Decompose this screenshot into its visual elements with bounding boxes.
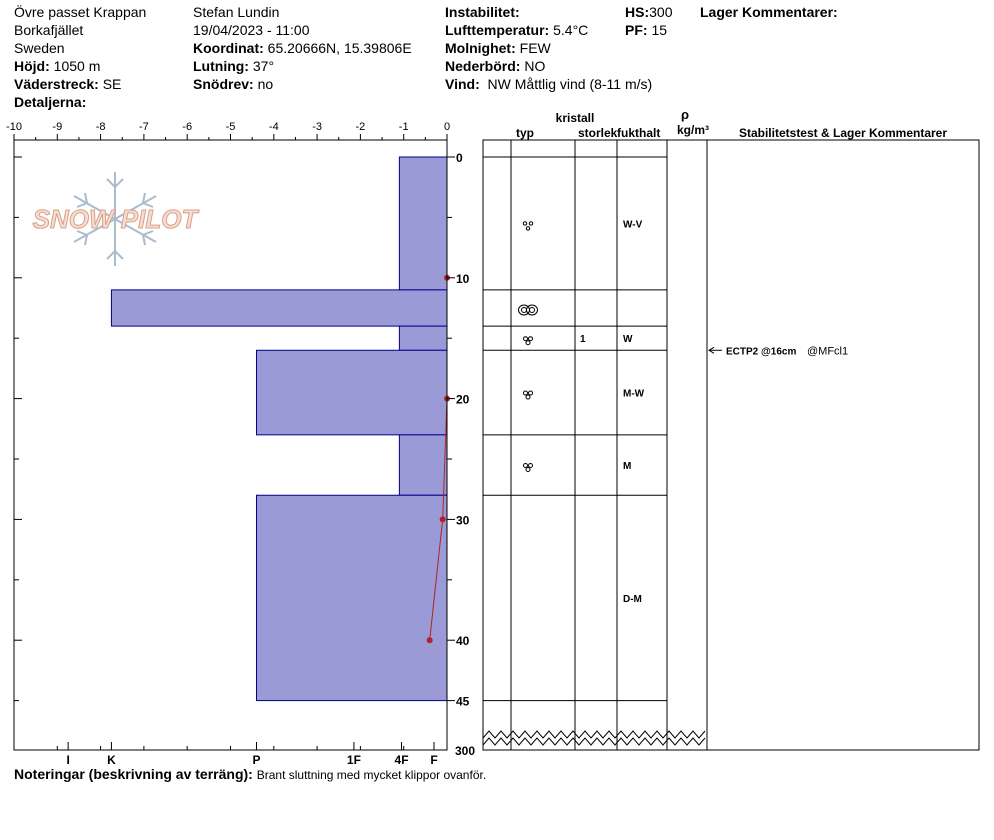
precip-row: Nederbörd: NO: [445, 58, 546, 74]
melt-grain: [526, 341, 530, 345]
layer-moisture: W-V: [623, 219, 643, 231]
observer: Stefan Lundin: [193, 4, 280, 20]
temp-tick-label: -10: [6, 121, 22, 133]
temp-tick-label: -4: [268, 121, 279, 133]
header-type: typ: [516, 126, 534, 140]
notes-label: Noteringar (beskrivning av terräng):: [14, 766, 253, 782]
sky-row: Molnighet: FEW: [445, 40, 551, 56]
layer-moisture: M-W: [623, 388, 645, 400]
layer-table-frame: [483, 140, 979, 750]
crystal-melt-icon: [524, 391, 533, 399]
crystal-melt-icon: [524, 464, 533, 472]
melt-grain: [529, 391, 533, 395]
hardness-bar: [399, 157, 447, 290]
temp-tick-label: -9: [52, 121, 63, 133]
crystal-rounded-icon: [523, 222, 532, 230]
airtemp-row: Lufttemperatur: 5.4°C: [445, 22, 589, 38]
snowpilot-logo: [33, 172, 200, 266]
crystal-ice-icon: [519, 305, 538, 315]
hardness-tick-label: 1F: [346, 753, 361, 767]
notes: [14, 766, 486, 782]
melt-grain: [524, 464, 528, 468]
melt-grain: [526, 395, 530, 399]
temperature-point: [427, 637, 433, 643]
temp-tick-label: -8: [95, 121, 106, 133]
ice-ring-inner: [530, 308, 535, 313]
hardness-tick-label: I: [66, 753, 70, 767]
hardness-tick-label: K: [107, 753, 116, 767]
header-moisture: fukthalt: [617, 126, 661, 140]
temperature-point: [440, 516, 446, 522]
notes-text: Brant sluttning med mycket klippor ovanför.: [256, 768, 487, 782]
melt-grain: [529, 464, 533, 468]
temp-tick-label: -1: [398, 121, 409, 133]
stability-test-label: ECTP2 @16cm: [726, 346, 797, 358]
header-density-unit: kg/m³: [676, 123, 710, 137]
ice-ring: [527, 305, 538, 315]
temp-tick-label: 0: [443, 121, 451, 133]
crystal-dot: [529, 222, 532, 225]
slope-row: Lutning: 37°: [193, 58, 275, 74]
wind-row: Vind: NW Måttlig vind (8-11 m/s): [445, 76, 653, 92]
melt-grain: [524, 337, 528, 341]
depth-tick-label: 30: [456, 513, 470, 528]
temp-tick-label: -2: [355, 121, 366, 133]
melt-grain: [526, 468, 530, 472]
country: Sweden: [14, 40, 65, 56]
drift-row: Snödrev: no: [193, 76, 274, 92]
layer-comments-heading: Lager Kommentarer:: [700, 4, 838, 20]
layer-moisture: D-M: [623, 593, 642, 605]
hardness-bar: [399, 435, 447, 495]
break-zigzag: [483, 738, 705, 745]
layer-moisture: M: [623, 461, 632, 473]
pf-row: PF: 15: [625, 22, 668, 38]
details-row: Detaljerna:: [14, 94, 87, 110]
temp-tick-label: -7: [139, 121, 149, 133]
hs-row: HS:300: [625, 4, 673, 20]
layer-moisture: W: [623, 334, 633, 346]
depth-bottom-label: 300: [455, 744, 476, 758]
header-size: storlek: [578, 126, 618, 140]
header-stability: Stabilitetstest & Lager Kommentarer: [738, 126, 948, 140]
hardness-tick-label: F: [430, 753, 438, 767]
crystal-melt-icon: [524, 337, 533, 345]
crystal-dot: [526, 227, 529, 230]
hardness-tick-label: 4F: [394, 753, 409, 767]
melt-grain: [524, 391, 528, 395]
hardness-bar: [256, 350, 447, 435]
aspect-row: Väderstreck: SE: [14, 76, 122, 92]
hardness-bar: [256, 495, 447, 700]
instability-row: Instabilitet:: [445, 4, 520, 20]
ice-ring-inner: [522, 308, 527, 313]
depth-tick-label: 10: [456, 271, 470, 286]
snowpilot-logo-text: SNOW PILOT: [32, 204, 198, 234]
temp-tick-label: -6: [182, 121, 193, 133]
header-crystal: kristall: [555, 111, 595, 125]
crystal-dot: [523, 222, 526, 225]
break-zigzag: [483, 731, 705, 738]
melt-grain: [529, 337, 533, 341]
stability-comment: @MFcl1: [807, 345, 849, 358]
depth-tick-label: 20: [456, 392, 470, 407]
area: Borkafjället: [14, 22, 84, 38]
depth-tick-label: 45: [456, 694, 470, 709]
temp-tick-label: -5: [225, 121, 236, 133]
elevation-row: Höjd: 1050 m: [14, 58, 101, 74]
location: Övre passet Krappan: [14, 4, 147, 20]
hardness-bar: [399, 326, 447, 350]
datetime: 19/04/2023 - 11:00: [193, 22, 310, 38]
header-rho: ρ: [680, 107, 690, 122]
temp-tick-label: -3: [312, 121, 322, 133]
hardness-bar: [111, 290, 447, 326]
depth-tick-label: 40: [456, 634, 470, 649]
coord-row: Koordinat: 65.20666N, 15.39806E: [193, 40, 412, 56]
hardness-tick-label: P: [252, 753, 261, 767]
layer-size: 1: [580, 334, 586, 346]
depth-tick-label: 0: [456, 151, 463, 165]
